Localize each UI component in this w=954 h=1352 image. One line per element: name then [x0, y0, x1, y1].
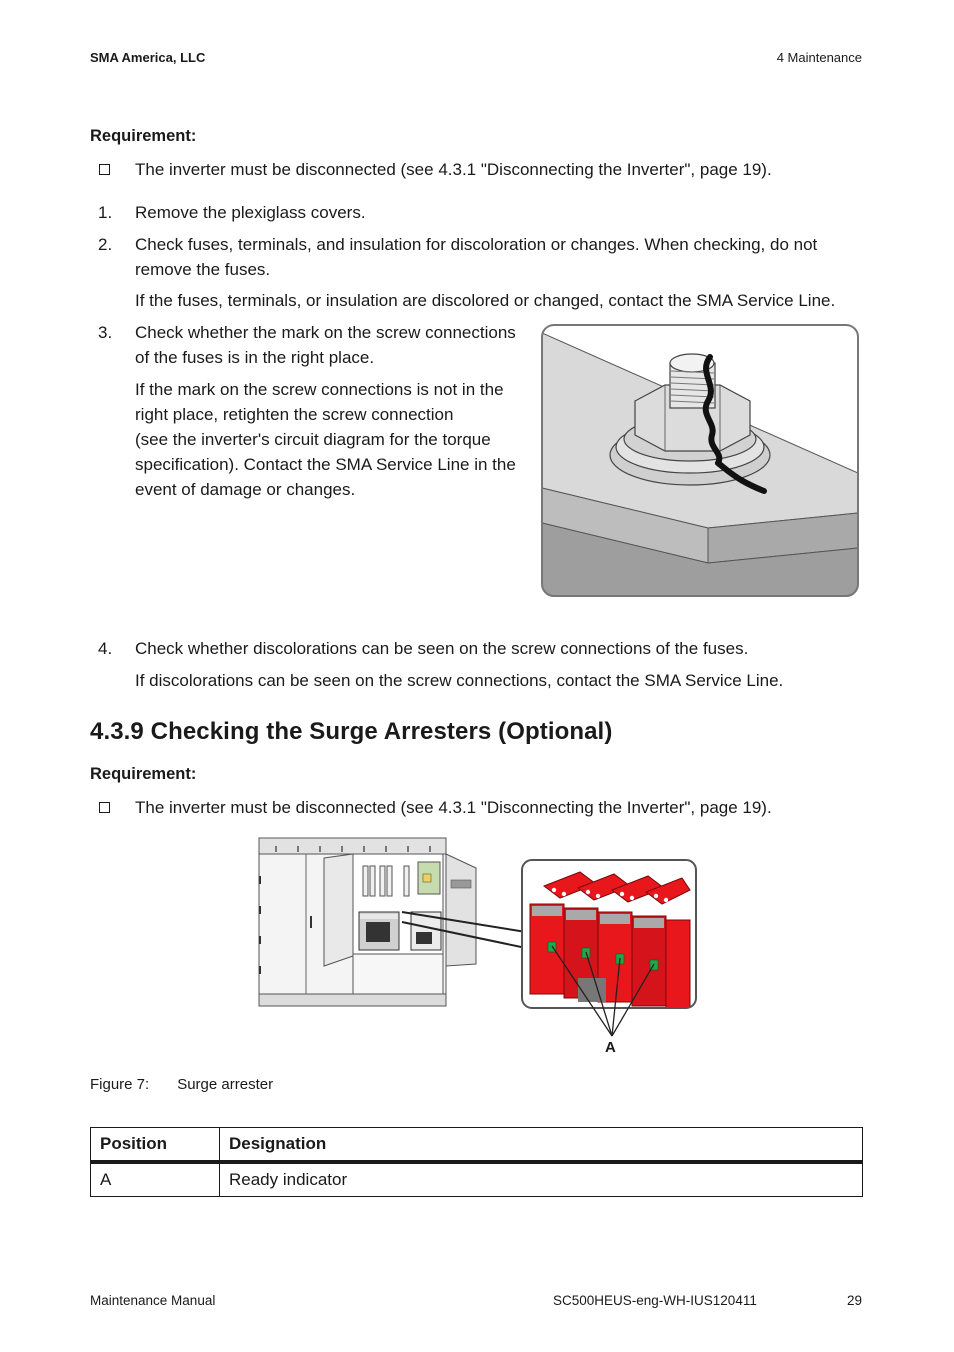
cell-designation: Ready indicator: [220, 1162, 863, 1197]
page-number: 29: [846, 1293, 862, 1308]
step-text: Remove the plexiglass covers.: [135, 203, 366, 222]
screw-connection-illustration: [540, 323, 860, 598]
table-row: [91, 1162, 863, 1197]
step-text-line: Check fuses, terminals, and insulation for discoloration or changes. When checking, do not: [135, 235, 818, 254]
step-number: 3.: [98, 323, 113, 342]
step-number: 1.: [98, 203, 113, 222]
step-text: Check whether discolorations can be seen on the screw connections of the fuses.: [135, 639, 749, 658]
step-text-line: of the fuses is in the right place.: [135, 348, 375, 367]
step-number: 4.: [98, 639, 113, 658]
checkbox-icon: [99, 162, 110, 180]
footer-document-id: SC500HEUS-eng-WH-IUS120411: [553, 1293, 757, 1308]
header-chapter: 4 Maintenance: [776, 50, 862, 65]
section-heading: 4.3.9 Checking the Surge Arresters (Optional): [90, 718, 613, 745]
figure-number: Figure 7:: [90, 1076, 150, 1093]
requirement-item: The inverter must be disconnected (see 4.3.1 "Disconnecting the Inverter", page 19).: [135, 798, 772, 817]
figure-title: Surge arrester: [177, 1076, 274, 1093]
header-company: SMA America, LLC: [90, 50, 206, 65]
column-header-designation: Designation: [220, 1128, 863, 1163]
figure-caption: [90, 1076, 273, 1093]
step-text-line: Check whether the mark on the screw connections: [135, 323, 516, 342]
step-note: If discolorations can be seen on the screw connections, contact the SMA Service Line.: [135, 671, 784, 690]
step-note-line: If the mark on the screw connections is not in the: [135, 380, 504, 399]
step-note-line: specification). Contact the SMA Service Line in the: [135, 455, 516, 474]
zoom-callout-lines: [400, 900, 530, 960]
step-note-line: (see the inverter's circuit diagram for the torque: [135, 430, 491, 449]
column-header-position: Position: [91, 1128, 220, 1163]
step-note-line: event of damage or changes.: [135, 480, 356, 499]
callout-leader-lines: [540, 940, 680, 1040]
step-number: 2.: [98, 235, 113, 254]
step-note: If the fuses, terminals, or insulation are discolored or changed, contact the SMA Service Line.: [135, 291, 836, 310]
requirement-label: Requirement:: [90, 127, 197, 145]
table-header-row: [91, 1128, 863, 1163]
cell-position: A: [91, 1162, 220, 1197]
step-note-line: right place, retighten the screw connection: [135, 405, 454, 424]
checkbox-icon: [99, 800, 110, 818]
position-table: [90, 1127, 863, 1197]
requirement-label: Requirement:: [90, 765, 197, 783]
callout-label-a: A: [605, 1039, 616, 1056]
requirement-item: The inverter must be disconnected (see 4.3.1 "Disconnecting the Inverter", page 19).: [135, 160, 772, 179]
footer-manual-title: Maintenance Manual: [90, 1293, 216, 1308]
step-text-line: remove the fuses.: [135, 260, 271, 279]
